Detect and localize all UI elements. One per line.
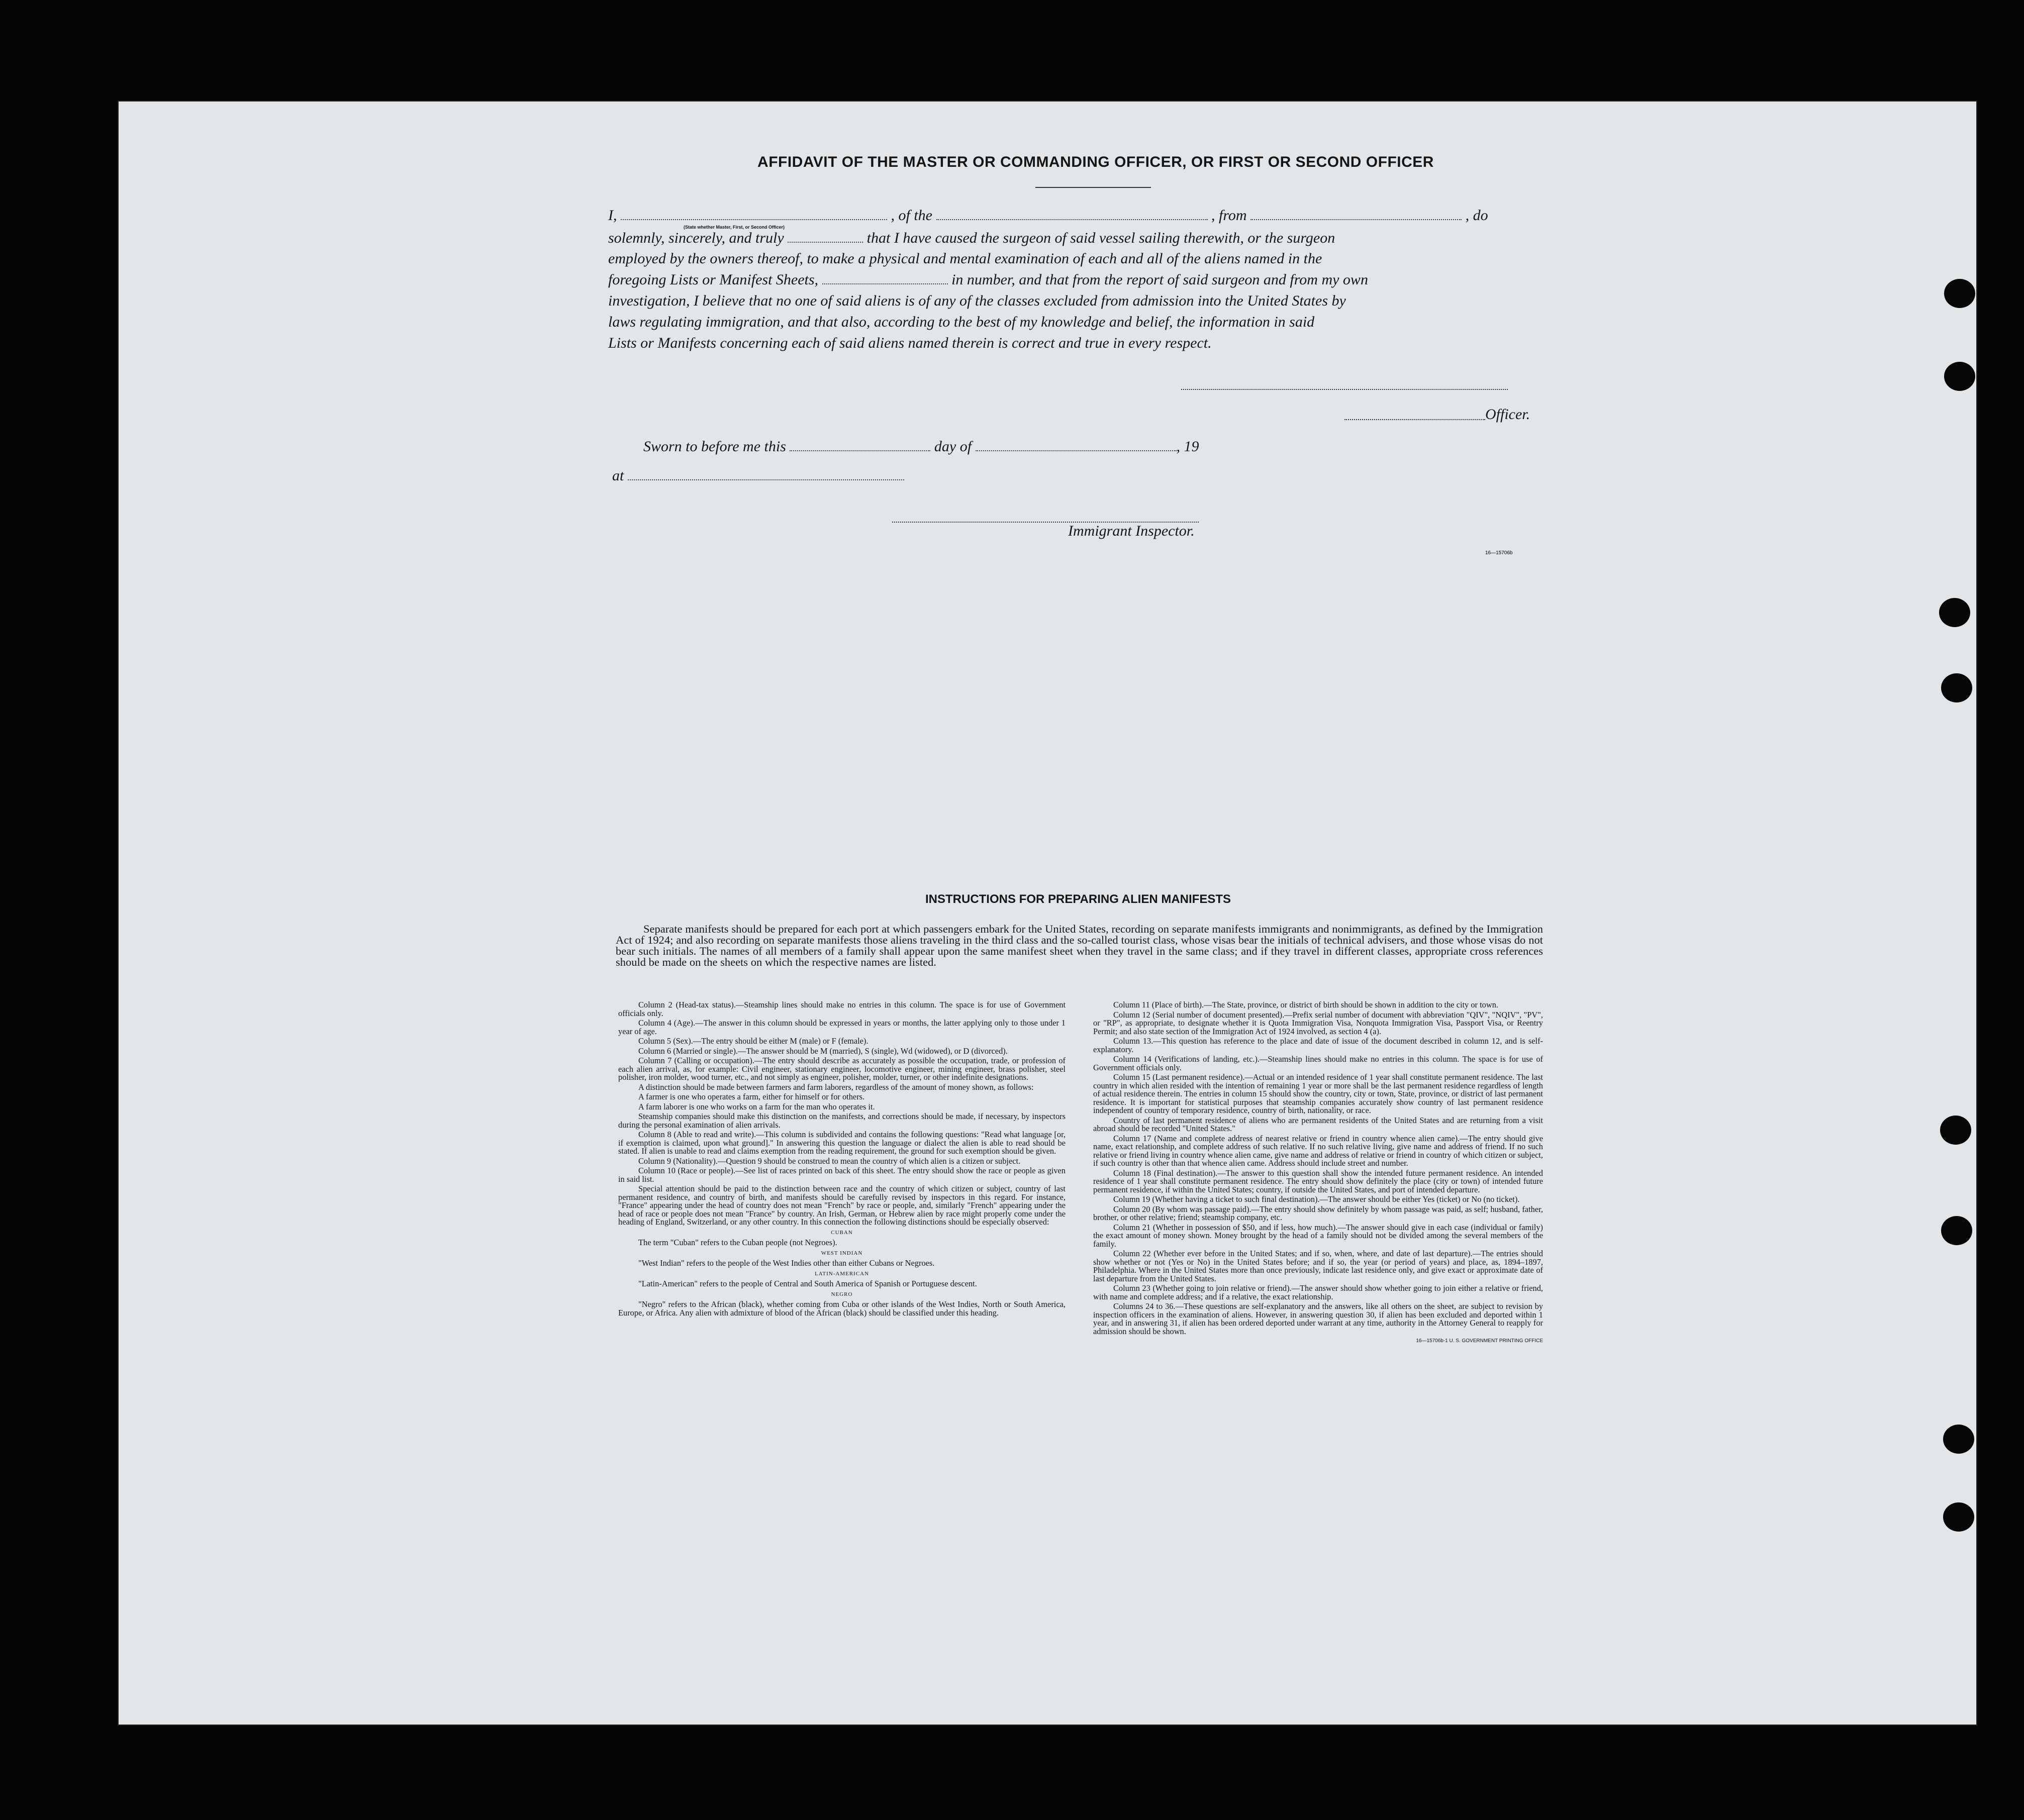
instruction-paragraph: Column 9 (Nationality).—Question 9 should be construed to mean the country of which alien is a citizen or subject.	[638, 1156, 1021, 1166]
sworn-line	[643, 438, 1199, 455]
port-from-field[interactable]	[1250, 217, 1462, 220]
affidavit-text: in number, and that from the report of said surgeon and from my own	[951, 271, 1368, 288]
affidavit-line-2	[608, 230, 1538, 247]
title-divider	[1035, 187, 1151, 188]
instructions-left-column	[618, 1001, 1066, 1319]
binder-hole	[1944, 362, 1975, 391]
instruction-paragraph: Column 19 (Whether having a ticket to such final destination).—The answer should be either Yes (ticket) or No (no ticket).	[1113, 1194, 1520, 1204]
instruction-paragraph: Column 18 (Final destination).—The answer to this question shall show the intended future permanent residence. An intended residence of 1 year shall constitute permanent residence. The entry should show definitely the place (city or town) of intended future permanent residence, if within the United States; country, if outside the United States, and port of intended departure.	[1093, 1168, 1543, 1194]
at-text: at	[612, 467, 624, 484]
instruction-paragraph: Column 5 (Sex).—The entry should be either M (male) or F (female).	[638, 1036, 869, 1046]
instruction-paragraph: Column 12 (Serial number of document presented).—Prefix serial number of document with abbreviation "QIV", "NQIV", "PV", or "RP", as appropriate, to designate whether it is Quota Immigration Visa, Nonquota Immigration Visa, Passport Visa, or Reentry Permit; and also state section of the Immigration Act of 1924 involved, as section 4 (a).	[1093, 1009, 1543, 1036]
instruction-paragraph: A farmer is one who operates a farm, either for himself or for others.	[638, 1092, 865, 1101]
affidavit-text: , do	[1465, 207, 1488, 224]
latin-american-heading: LATIN-AMERICAN	[814, 1270, 870, 1277]
cuban-heading: CUBAN	[831, 1229, 853, 1236]
instruction-paragraph: Steamship companies should make this distinction on the manifests, and corrections should be made, if necessary, by inspectors during the personal examination of alien arrivals.	[618, 1111, 1066, 1130]
instruction-paragraph: A farm laborer is one who works on a farm for the man who operates it.	[638, 1101, 875, 1111]
instruction-paragraph: A distinction should be made between farmers and farm laborers, regardless of the amount of money shown, as follows:	[638, 1082, 1034, 1092]
latin-american-definition: "Latin-American" refers to the people of Central and South America of Spanish or Portuguese descent.	[638, 1279, 977, 1288]
day-of-text: day of	[934, 438, 972, 455]
at-line	[612, 467, 904, 484]
instruction-paragraph: Column 11 (Place of birth).—The State, province, or district of birth should be shown in addition to the city or town.	[1113, 1000, 1498, 1009]
binder-hole	[1944, 279, 1975, 308]
instruction-paragraph: Column 4 (Age).—The answer in this column should be expressed in years or months, the latter applying only to those under 1 year of age.	[618, 1018, 1066, 1036]
form-code: 16—15706b	[1485, 550, 1513, 556]
affidavit-line-1	[608, 207, 1538, 224]
instruction-paragraph: Column 6 (Married or single).—The answer should be M (married), S (single), Wd (widowed), or D (divorced).	[638, 1046, 1008, 1056]
instruction-paragraph: Column 22 (Whether ever before in the United States; and if so, when, where, and date of last departure).—The entries should show whether or not (Yes or No) in the United States before; and if so, the year (or period of years) and place, as, 1894–1897, Philadelphia. Where in the United States more than once previously, indicate last residence only, and give exact or approximate date of last departure from the United States.	[1093, 1249, 1543, 1283]
affidavit-line-4	[608, 271, 1538, 288]
instruction-paragraph: Column 13.—This question has reference to the place and date of issue of the document described in column 12, and is self-explanatory.	[1093, 1036, 1543, 1054]
negro-heading: NEGRO	[831, 1291, 853, 1297]
cuban-definition: The term "Cuban" refers to the Cuban people (not Negroes).	[638, 1238, 837, 1247]
affidavit-text: , of the	[891, 207, 932, 224]
instructions-title: INSTRUCTIONS FOR PREPARING ALIEN MANIFESTS	[925, 892, 1231, 906]
instruction-paragraph: Column 10 (Race or people).—See list of races printed on back of this sheet. The entry should show the race or people as given in said list.	[618, 1166, 1066, 1184]
affidavit-text: that I have caused the surgeon of said vessel sailing therewith, or the surgeon	[866, 230, 1335, 246]
affidavit-text: solemnly, sincerely, and truly	[608, 230, 784, 246]
month-field[interactable]	[976, 448, 1177, 451]
binder-hole	[1943, 1425, 1974, 1454]
footer-code: 16—15706b-1 U. S. GOVERNMENT PRINTING OFFICE	[1416, 1338, 1543, 1344]
negro-definition: "Negro" refers to the African (black), whether coming from Cuba or other islands of the West Indies, North or South America, Europe, or Africa. Any alien with admixture of blood of the African (black) should be classified under this heading.	[618, 1299, 1066, 1318]
instruction-paragraph: Column 14 (Verifications of landing, etc.).—Steamship lines should make no entries in this column. The space is for use of Government officials only.	[1093, 1054, 1543, 1072]
binder-hole	[1941, 673, 1972, 702]
affidavit-text: foregoing Lists or Manifest Sheets,	[608, 271, 819, 288]
sheet-count-field[interactable]	[822, 281, 948, 284]
day-field[interactable]	[790, 448, 930, 451]
officer-rank-field[interactable]	[621, 217, 887, 220]
instruction-paragraph: Column 2 (Head-tax status).—Steamship lines should make no entries in this column. The space is for use of Government officials only.	[618, 1000, 1066, 1018]
instruction-paragraph: Column 21 (Whether in possession of $50, and if less, how much).—The answer should give in each case (individual or family) the exact amount of money shown. Money brought by the head of a family should not be divided among the several members of the family.	[1093, 1222, 1543, 1249]
instruction-paragraph: Column 15 (Last permanent residence).—Actual or an intended residence of 1 year shall constitute permanent residence. The last country in which alien resided with the intention of remaining 1 year or more shall be the last permanent residence regardless of length of actual residence therein. The entries in column 15 should show the country, city or town, State, province, or district of last permanent residence. It is important for statistical purposes that steamship companies accurately show country of last permanent residence independent of country of temporary residence, country of birth, nationality, or race.	[1093, 1072, 1543, 1115]
sworn-text: Sworn to before me this	[643, 438, 786, 455]
officer-signature-line[interactable]	[1181, 389, 1508, 390]
binder-hole	[1943, 1502, 1974, 1532]
instruction-paragraph: Column 23 (Whether going to join relative or friend).—The answer should show whether going to join either a relative or friend, with name and complete address; and if a relative, the exact relationship.	[1093, 1283, 1543, 1301]
vessel-name-field[interactable]	[936, 217, 1208, 220]
officer-title-line[interactable]	[1344, 419, 1485, 420]
instruction-paragraph: Country of last permanent residence of aliens who are permanent residents of the United States and are returning from a visit abroad should be recorded "United States."	[1093, 1115, 1543, 1133]
binder-hole	[1939, 598, 1970, 627]
instruction-paragraph: Column 7 (Calling or occupation).—The entry should describe as accurately as possible the occupation, trade, or profession of each alien arrival, as, for example: Civil engineer, stationary engineer, locomotive engineer, mining engineer, brass polisher, steel polisher, iron molder, wood turner, etc., and not simply as engineer, polisher, molder, turner, or other indefinite designations.	[618, 1056, 1066, 1082]
officer-label: Officer.	[1485, 406, 1530, 423]
affidavit-title: AFFIDAVIT OF THE MASTER OR COMMANDING OFFICER, OR FIRST OR SECOND OFFICER	[757, 154, 1434, 170]
instruction-paragraph: Column 8 (Able to read and write).—This column is subdivided and contains the following questions: "Read what language [or, if exemption is claimed, upon what ground]." In answering this question the language or dialect the alien is able to read should be stated. If alien is unable to read and claims exemption from the reading requirement, the ground for such exemption should be given.	[618, 1130, 1066, 1156]
instruction-paragraph: Columns 24 to 36.—These questions are self-explanatory and the answers, like all others on the sheet, are subject to revision by inspection officers in the examination of aliens. However, in answering question 30, if alien has been excluded and deported within 1 year, and in answering 31, if alien has been ordered deported under warrant at any time, authority in the Attorney General to reapply for admission should be shown.	[1093, 1301, 1543, 1336]
affidavit-line-5: investigation, I believe that no one of said aliens is of any of the classes excluded from admission into the United States by	[608, 292, 1346, 309]
officer-rank-subnote: (State whether Master, First, or Second Officer)	[684, 225, 785, 230]
inspector-label: Immigrant Inspector.	[1068, 523, 1195, 539]
affidavit-text: I,	[608, 207, 617, 224]
affidavit-text: , from	[1211, 207, 1247, 224]
west-indian-heading: WEST INDIAN	[821, 1250, 863, 1256]
instructions-intro: Separate manifests should be prepared for each port at which passengers embark for the United States, recording on separate manifests immigrants and nonimmigrants, as defined by the Immigration Act of 1924; and also recording on separate manifests those aliens traveling in the third class and the so-called tourist class, whose visas bear the initials of technical advisers, and those whose visas do not bear such initials. The names of all members of a family shall appear upon the same manifest sheet when they travel in the same class; and if they travel in different classes, appropriate cross references should be made on the sheets on which the respective names are listed.	[616, 923, 1543, 968]
binder-hole	[1941, 1216, 1972, 1245]
instruction-paragraph: Column 17 (Name and complete address of nearest relative or friend in country whence alien came).—The entry should give name, exact relationship, and complete address of such relative. If no such relative living, give name and address of friend. If no such relative or friend living in country whence alien came, give name and address of relative or friend in country of which citizen or subject, if such country is other than that whence alien came. Address should include street and number.	[1093, 1133, 1543, 1168]
affidavit-line-3: employed by the owners thereof, to make a physical and mental examination of each and all of the aliens named in the	[608, 250, 1322, 267]
oath-field[interactable]	[788, 240, 863, 243]
year-prefix: , 19	[1176, 438, 1199, 455]
affidavit-line-7: Lists or Manifests concerning each of said aliens named therein is correct and true in every respect.	[608, 335, 1212, 351]
instructions-right-column	[1093, 1001, 1543, 1346]
west-indian-definition: "West Indian" refers to the people of the West Indies other than either Cubans or Negroes.	[638, 1258, 935, 1268]
affidavit-line-6: laws regulating immigration, and that also, according to the best of my knowledge and belief, the information in said	[608, 314, 1315, 330]
instruction-paragraph: Special attention should be paid to the distinction between race and the country of which citizen or subject, country of last permanent residence, and country of birth, and manifests should be carefully revised by inspectors in this regard. For instance, "France" appearing under the head of country does not mean "French" by race or people, and, similarly "French" appearing under the head of race or people does not mean "France" by country. An Irish, German, or Hebrew alien by race might properly come under the heading of England, Switzerland, or any other country. In this connection the following distinctions should be especially observed:	[618, 1184, 1066, 1227]
binder-hole	[1940, 1116, 1971, 1145]
instruction-paragraph: Column 20 (By whom was passage paid).—The entry should show definitely by whom passage was paid, as self; husband, father, brother, or other relative; friend; steamship company, etc.	[1093, 1204, 1543, 1222]
location-field[interactable]	[628, 477, 904, 480]
